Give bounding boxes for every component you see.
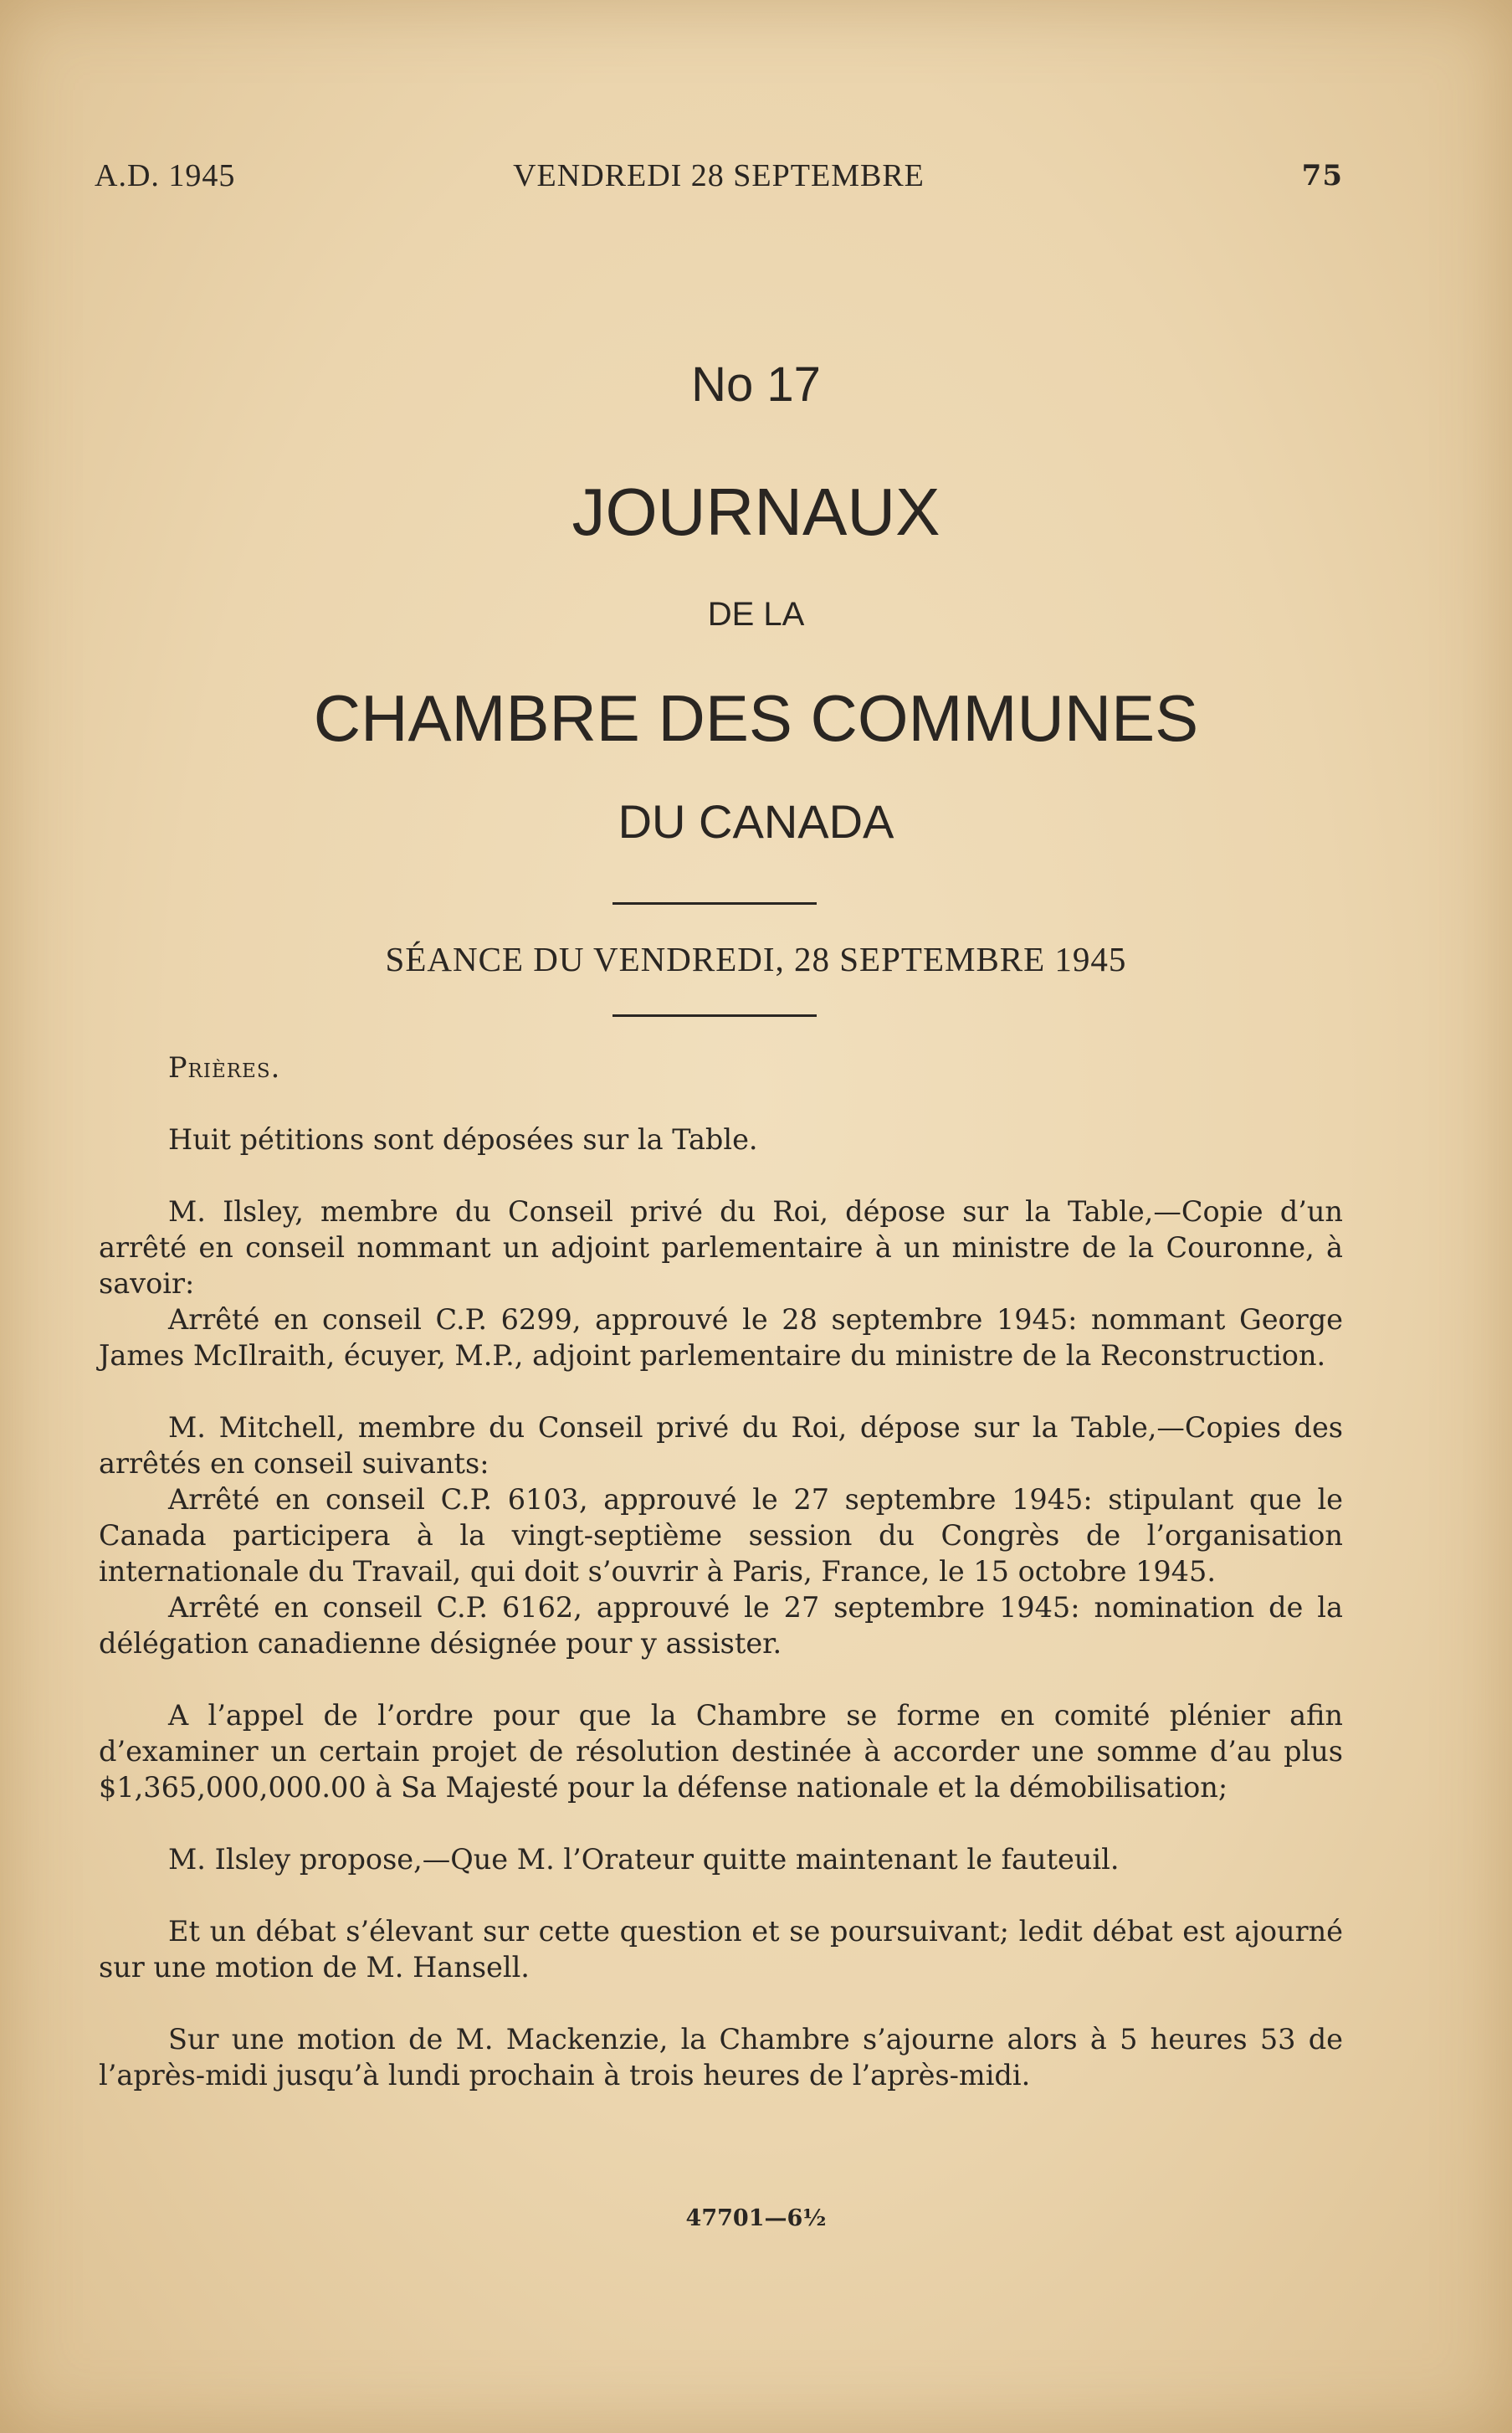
journal-body: [99, 1050, 1343, 2093]
paragraph-mitchell-tabling: M. Mitchell, membre du Conseil privé du Roi, dépose sur la Table,—Copies des arrêtés en conseil suivants:: [99, 1411, 1343, 1480]
paragraph-ilsley-tabling: M. Ilsley, membre du Conseil privé du Roi, dépose sur la Table,—Copie d’un arrêté en conseil nommant un adjoint parlementaire à un ministre de la Couronne, à savoir:: [99, 1195, 1343, 1300]
paragraph-order-6162: Arrêté en conseil C.P. 6162, approuvé le 27 septembre 1945: nomination de la délégation canadienne désignée pour y assister.: [99, 1591, 1343, 1660]
page-number: 75: [1301, 159, 1343, 192]
paragraph-order-6299: Arrêté en conseil C.P. 6299, approuvé le 28 septembre 1945: nommant George James McIlraith, écuyer, M.P., adjoint parlementaire du ministre de la Reconstruction.: [99, 1303, 1343, 1372]
paragraph-adjournment: Sur une motion de M. Mackenzie, la Chambre s’ajourne alors à 5 heures 53 de l’après-midi jusqu’à lundi prochain à trois heures de l’après-midi.: [99, 2023, 1343, 2092]
issue-number: No 17: [691, 357, 821, 412]
country-title: DU CANADA: [618, 795, 894, 848]
paragraph-petitions: Huit pétitions sont déposées sur la Table.: [168, 1123, 758, 1156]
paragraph-debate: Et un débat s’élevant sur cette question et se poursuivant; ledit débat est ajourné sur une motion de M. Hansell.: [99, 1915, 1343, 1984]
paragraph-order-of-day: A l’appel de l’ordre pour que la Chambre se forme en comité plénier afin d’examiner un certain projet de résolution destinée à accorder une somme d’au plus $1,365,000,000.00 à Sa Majesté pour la défense nationale et la démobilisation;: [99, 1699, 1343, 1804]
header-date: VENDREDI 28 SEPTEMBRE: [513, 158, 925, 193]
header-year: A.D. 1945: [95, 158, 236, 193]
chamber-title: CHAMBRE DES COMMUNES: [313, 681, 1199, 755]
printer-code: 47701—6½: [685, 2205, 827, 2231]
paragraph-prayers: Prières.: [168, 1051, 281, 1084]
divider-rule-bottom: [612, 1014, 817, 1017]
title-connector: DE LA: [707, 596, 805, 633]
running-header: [95, 159, 1343, 192]
divider-rule-top: [612, 902, 817, 905]
paragraph-ilsley-motion: M. Ilsley propose,—Que M. l’Orateur quitte maintenant le fauteuil.: [168, 1843, 1120, 1876]
journal-title: JOURNAUX: [571, 475, 941, 549]
paragraph-order-6103: Arrêté en conseil C.P. 6103, approuvé le 27 septembre 1945: stipulant que le Canada participera à la vingt-septième session du Congrès de l’organisation internationale du Travail, qui doit s’ouvrir à Paris, France, le 15 octobre 1945.: [99, 1483, 1343, 1588]
session-heading: SÉANCE DU VENDREDI, 28 SEPTEMBRE 1945: [385, 940, 1127, 978]
